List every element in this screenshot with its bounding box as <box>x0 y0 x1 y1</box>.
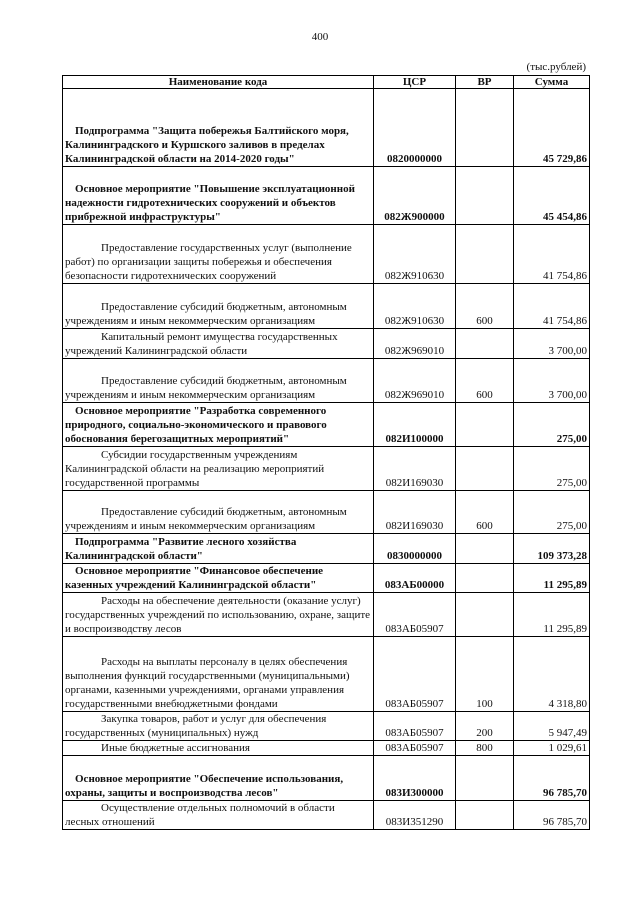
table-row <box>63 329 590 359</box>
row-vr: 600 <box>456 491 514 534</box>
row-name: Осуществление отдельных полномочий в области лесных отношений <box>63 801 374 830</box>
table-row <box>63 359 590 403</box>
table-header-row <box>63 76 590 89</box>
row-name: Расходы на обеспечение деятельности (оказание услуг) государственных учреждений по использованию, охране, защите и воспроизводству лесов <box>63 593 374 637</box>
row-sum: 3 700,00 <box>514 329 590 359</box>
table-row <box>63 167 590 225</box>
row-name: Основное мероприятие "Разработка современного природного, социально-экономического и правового обоснования берегозащитных мероприятий" <box>63 403 374 447</box>
header-csr: ЦСР <box>374 76 456 89</box>
row-sum: 3 700,00 <box>514 359 590 403</box>
row-vr: 600 <box>456 359 514 403</box>
row-csr: 082Ж969010 <box>374 359 456 403</box>
table-row <box>63 637 590 712</box>
row-sum: 4 318,80 <box>514 637 590 712</box>
row-name: Субсидии государственным учреждениям Калининградской области на реализацию мероприятий государственной программы <box>63 447 374 491</box>
row-csr: 082И169030 <box>374 491 456 534</box>
header-vr: ВР <box>456 76 514 89</box>
row-csr: 083И300000 <box>374 756 456 801</box>
row-name: Основное мероприятие "Обеспечение использования, охраны, защиты и воспроизводства лесов" <box>63 756 374 801</box>
row-vr <box>456 801 514 830</box>
row-vr: 200 <box>456 712 514 741</box>
row-sum: 275,00 <box>514 403 590 447</box>
table-row <box>63 447 590 491</box>
row-sum: 1 029,61 <box>514 741 590 756</box>
row-csr: 0830000000 <box>374 534 456 564</box>
table-row <box>63 491 590 534</box>
table-row <box>63 801 590 830</box>
row-name: Предоставление государственных услуг (выполнение работ) по организации защиты побережья и обеспечения безопасности гидротехнических сооружений <box>63 225 374 284</box>
table-row <box>63 712 590 741</box>
table-body <box>63 89 590 830</box>
row-csr: 0820000000 <box>374 89 456 167</box>
row-name: Подпрограмма "Развитие лесного хозяйства Калининградской области" <box>63 534 374 564</box>
row-vr: 800 <box>456 741 514 756</box>
table-row <box>63 225 590 284</box>
row-name: Закупка товаров, работ и услуг для обеспечения государственных (муниципальных) нужд <box>63 712 374 741</box>
row-vr: 600 <box>456 284 514 329</box>
row-name: Предоставление субсидий бюджетным, автономным учреждениям и иным некоммерческим организациям <box>63 359 374 403</box>
table-row <box>63 534 590 564</box>
row-name: Иные бюджетные ассигнования <box>63 741 374 756</box>
row-csr: 082И169030 <box>374 447 456 491</box>
row-csr: 083И351290 <box>374 801 456 830</box>
row-vr <box>456 329 514 359</box>
row-sum: 11 295,89 <box>514 564 590 593</box>
row-name: Капитальный ремонт имущества государственных учреждений Калининградской области <box>63 329 374 359</box>
row-sum: 275,00 <box>514 447 590 491</box>
row-vr <box>456 403 514 447</box>
row-sum: 275,00 <box>514 491 590 534</box>
row-sum: 45 729,86 <box>514 89 590 167</box>
page-number: 400 <box>311 31 329 43</box>
row-vr <box>456 225 514 284</box>
row-vr <box>456 534 514 564</box>
row-csr: 082Ж910630 <box>374 284 456 329</box>
table-row <box>63 741 590 756</box>
table-row <box>63 756 590 801</box>
row-csr: 083АБ00000 <box>374 564 456 593</box>
row-csr: 082Ж900000 <box>374 167 456 225</box>
row-name: Основное мероприятие "Финансовое обеспечение казенных учреждений Калининградской области" <box>63 564 374 593</box>
row-vr <box>456 593 514 637</box>
row-name: Предоставление субсидий бюджетным, автономным учреждениям и иным некоммерческим организациям <box>63 491 374 534</box>
row-vr <box>456 447 514 491</box>
row-sum: 11 295,89 <box>514 593 590 637</box>
row-vr: 100 <box>456 637 514 712</box>
row-sum: 45 454,86 <box>514 167 590 225</box>
budget-table <box>62 75 590 830</box>
table-row <box>63 403 590 447</box>
row-sum: 96 785,70 <box>514 801 590 830</box>
row-vr <box>456 167 514 225</box>
row-sum: 96 785,70 <box>514 756 590 801</box>
row-csr: 082И100000 <box>374 403 456 447</box>
table-row <box>63 593 590 637</box>
row-vr <box>456 564 514 593</box>
table-row <box>63 564 590 593</box>
row-sum: 5 947,49 <box>514 712 590 741</box>
table-row <box>63 284 590 329</box>
row-csr: 082Ж910630 <box>374 225 456 284</box>
row-sum: 41 754,86 <box>514 284 590 329</box>
row-csr: 083АБ05907 <box>374 741 456 756</box>
row-sum: 41 754,86 <box>514 225 590 284</box>
row-name: Расходы на выплаты персоналу в целях обеспечения выполнения функций государственными (муниципальными) органами, казенными учреждениями, органами управления государственными внебюджетными фондами <box>63 637 374 712</box>
header-name: Наименование кода <box>63 76 374 89</box>
header-sum: Сумма <box>514 76 590 89</box>
units-label: (тыс.рублей) <box>526 61 586 73</box>
table-row <box>63 89 590 167</box>
row-name: Подпрограмма "Защита побережья Балтийского моря, Калининградского и Куршского заливов в пределах Калининградской области на 2014-2020 годы" <box>63 89 374 167</box>
row-csr: 082Ж969010 <box>374 329 456 359</box>
row-csr: 083АБ05907 <box>374 712 456 741</box>
row-csr: 083АБ05907 <box>374 637 456 712</box>
row-vr <box>456 89 514 167</box>
row-name: Предоставление субсидий бюджетным, автономным учреждениям и иным некоммерческим организациям <box>63 284 374 329</box>
row-vr <box>456 756 514 801</box>
row-csr: 083АБ05907 <box>374 593 456 637</box>
row-sum: 109 373,28 <box>514 534 590 564</box>
row-name: Основное мероприятие "Повышение эксплуатационной надежности гидротехнических сооружений и объектов прибрежной инфраструктуры" <box>63 167 374 225</box>
